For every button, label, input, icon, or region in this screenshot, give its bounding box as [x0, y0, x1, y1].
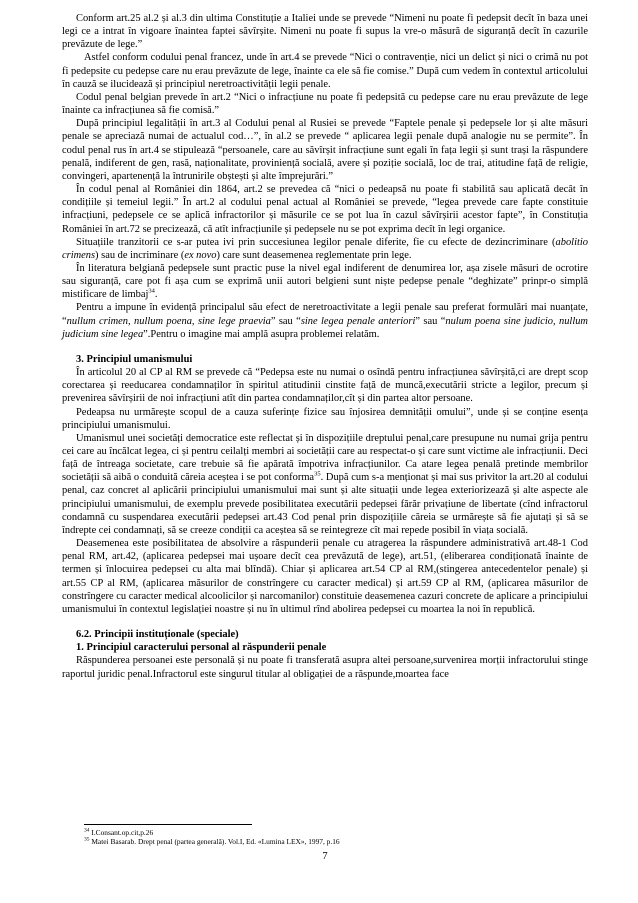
latin-maxim: nulum poena sine judicio, nullum judicium sine legea — [62, 315, 588, 340]
paragraph: Răspunderea persoanei este personală și nu poate fi transferată asupra altei persoane,survenirea morții infractorului stinge raportul juridic penal.Infractorul este singurul titular al obligației de a răspunde,moartea face — [62, 655, 588, 680]
paragraph: Deasemenea este posibilitatea de absolvire a răspunderii penale cu atragerea la răspundere administrativă art.48-1 Cod penal RM, art.42, (aplicarea pedepsei mai ușoare decît cea prevăzută de lege), art.51, (eliberarea condiționată înainte de termen și înlocuirea pedepsei cu alta mai blîndă). Chiar și aplicarea art.54 CP al RM,(stingerea antecedentelor penale) și art.55 CP al RM, (aplicarea măsurilor de constrîngere cu caracter medical) și art.59 CP al RM, (aplicarea măsurilor de constrîngere cu caracter medical alcoolicilor și narcomanilor) constituie deasemenea cazuri concrete de aplicare a principiului umanismului în contextul legislației noastre și nu în ultimul rînd abolirea pedepsei cu moartea la noi în republică. — [62, 538, 588, 615]
latin-maxim: sine legea penale anteriori — [300, 315, 416, 327]
document-page — [62, 12, 588, 898]
latin-term: abolitio crimens — [62, 236, 588, 261]
page-number: 7 — [322, 851, 328, 862]
paragraph: În literatura belgiană pedepsele sunt practic puse la nivel egal indiferent de denumirea lor, așa zisele măsuri de ocrotire sau siguranță, care pot fi așa cum se exprimă unii autori belgieni sunt niște pedepse penale “deghizate” prinpr-o simplă mistificare de limbaj$^{34}$. — [62, 262, 588, 301]
spacer — [62, 616, 588, 628]
spacer — [62, 341, 588, 353]
section-heading: 6.2. Principii instituționale (speciale) — [76, 629, 239, 641]
footnotes — [62, 824, 588, 847]
paragraph: Pentru a impune în evidență principalul său efect de neretroactivitate a legii penale sau preferat formulări mai nuanțate, “nullum crimen, nullum poena, sine lege praevia” sau “sine legea penale anteriori” sau “nulum poena sine judicio, nullum judicium sine legea”.Pentru o imagine mai amplă asupra problemei relatăm. — [62, 302, 588, 340]
latin-maxim: nullum crimen, nullum poena, sine lege praevia — [66, 315, 271, 327]
paragraph: În codul penal al României din 1864, art.2 se prevedea că “nici o pedeapsă nu poate fi stabilită sau aplicată decât în condițiile și temeiul legii.” În art.2 al codului penal actual al României se prevede, “legea prevede care fapte constituie infracțiuni, pedepsele ce se aplică infractorilor și măsurile ce se pot lua în cazul săvîrșirii acestor fapte”, în Constituția României în art.72 se precizează, că atît infracțiunile și pedepsele nu se pot exprima decît în legi organice. — [62, 184, 588, 235]
footnote-reference: 35 — [314, 470, 321, 478]
paragraph: Umanismul unei societăți democratice este reflectat și în dispozițiile dreptului penal,care presupune nu numai grija pentru cei care au încălcat legea, ci și pentru ceilalți membri ai societății care au respectat-o și care sunt victime ale infracțiunii. Deci față de întreaga societate, care trebuie să fie apărată împotriva infracțiunilor. Ca atare legea penală pretinde membrilor societății să aibă o conduită căreia aceștea i se pot conforma$^{35}$. După cum s-a menționat și mai sus privitor la art.20 al codului penal, caz concret al aplicării principiului umanismului mai sunt și alte situații unde legea exteriorizează și alte aspecte ale principiului umanismului, de exemplu prevede posibilitatea executării pedepsei fărăr privațiune de libertate (cînd infractorul condamnă cu suspendarea executării pedepsei art.43 Cod penal prin dispozițiile căreia se urmărește să fie ajutați și să se îndrepte cei condamnați, să se creeze condiții ca aceștea să se reintegreze cît mai repede posibil în viața socială. — [62, 432, 588, 536]
footnote: $^{34}$ I.Consant.op.cit,p.26 — [84, 827, 154, 837]
footnote-divider — [84, 824, 252, 825]
paragraph: Pedeapsa nu urmărește scopul de a cauza suferințe fizice sau înjosirea demnității omului”, unde și se conține esența principiului umanismului. — [62, 406, 588, 431]
paragraph: Conform art.25 al.2 și al.3 din ultima Constituție a Italiei unde se prevede “Nimeni nu poate fi pedepsit decît în baza unei legi ce a intrat în vigoare înaintea faptei săvîrșite. Nimeni nu poate fi supus la vre-o măsură de siguranță decît în cazurile prevăzute de lege.” — [62, 13, 588, 51]
subsection-heading: 1. Principiul caracterului personal al răspunderii penale — [76, 642, 327, 654]
footnote: $^{35}$ Matei Basarab. Drept penal (partea generală). Vol.I, Ed. «Lumina LEX», 1997, p.16 — [84, 836, 340, 847]
paragraph: Codul penal belgian prevede în art.2 “Nici o infracțiune nu poate fi pedepsită cu pedepse care nu erau prevăzute de lege înainte ca infracțiunea să fie comisă.” — [62, 91, 588, 117]
latin-term: ex novo — [184, 249, 217, 261]
paragraph: Astfel conform codului penal francez, unde în art.4 se prevede “Nici o contravenție, nici un delict și nici o crimă nu pot fi pedepsite cu pedepse care nu erau prevăzute de lege, înainte ca ele să fie comise.” După cum vedem în contextul articolului în cauză se ilucidează și principiul neretroactivității legii penale. — [62, 52, 588, 90]
paragraph: Situațiile tranzitorii ce s-ar putea ivi prin succesiunea legilor penale diferite, fie cu efecte de dezincriminare (abolitio crimens) sau de incriminare (ex novo) care sunt deasemenea reglementate prin lege. — [62, 236, 588, 261]
footnote-reference: 34 — [148, 287, 155, 295]
section-heading: 3. Principiul umanismului — [76, 353, 193, 365]
paragraph: După principiul legalității în art.3 al Codului penal al Rusiei se prevede “Faptele penale și pedepsele lor și alte măsuri penale se apreciază numai de actualul cod…”, în al.2 se prevede “ aplicarea legii penale după analogie nu se permite”. În codul penal rus în art.4 se stipulează “persoanele, care au săvîrșit infracțiune sunt egali în fața legii și sunt trași la răspundere penală, indiferent de gen, rasă, naționalitate, proviniență socială, avere și poziție socială, loc de trai, atitudine față de religie, convingeri, apartenență la întrunirile obștești și alte împrejurări.” — [62, 118, 588, 182]
paragraph: În articolul 20 al CP al RM se prevede că “Pedepsa este nu numai o osîndă pentru infracțiunea săvîrșită,ci are drept scop corectarea și reeducarea condamnaților în spiritul atitudinii cinstite față de muncă,executării stricte a legilor, precum și prevenirea săvîrșirii de noi infracțiuni atît din partea condamnaților,cît și din partea altor persoane. — [62, 367, 588, 405]
